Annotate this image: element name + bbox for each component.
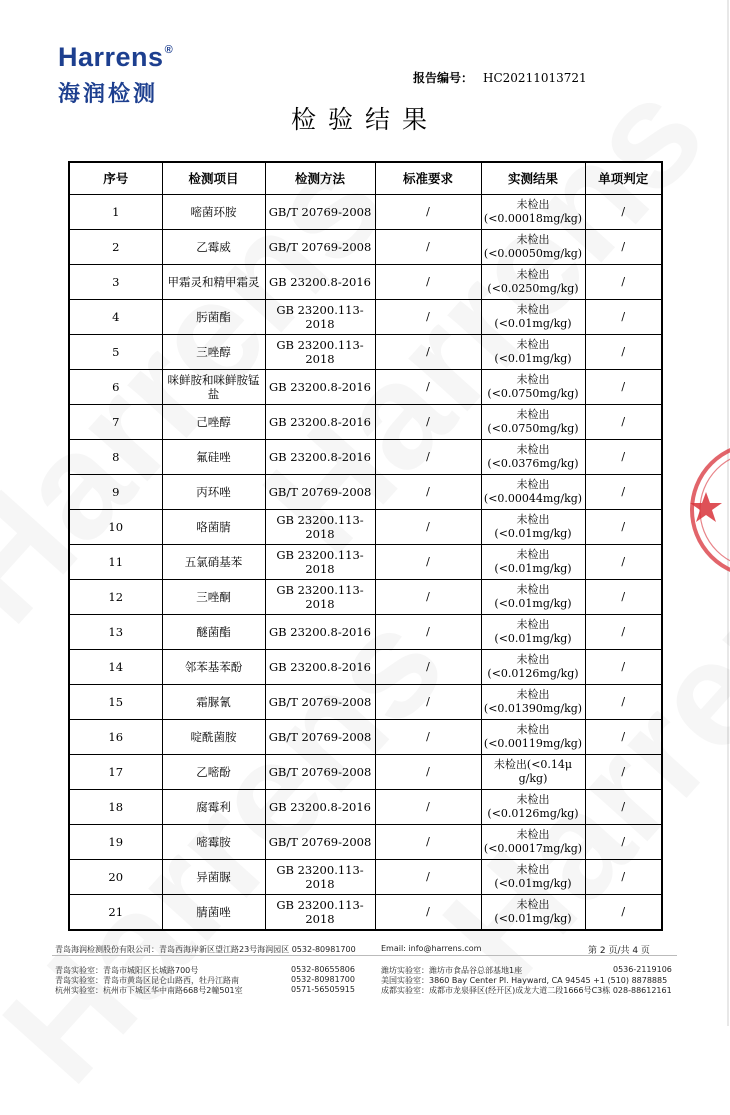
cell-requirement: / [375, 650, 481, 685]
cell-requirement: / [375, 545, 481, 580]
cell-method: GB 23200.113-2018 [265, 895, 375, 931]
cell-method: GB/T 20769-2008 [265, 230, 375, 265]
cell-judgement: / [585, 510, 662, 545]
footer-lab-chengdu: 成都实验室：成都市龙泉驿区(经开区)成龙大道二段1666号C3栋 028-88612161 [381, 986, 672, 995]
cell-no: 5 [69, 335, 162, 370]
result-line-2: (<0.01mg/kg) [494, 317, 572, 330]
result-line-1: 未检出 [516, 863, 550, 876]
result-line-1: 未检出 [516, 828, 550, 841]
cell-requirement: / [375, 860, 481, 895]
cell-item: 邻苯基苯酚 [162, 650, 265, 685]
table-row [69, 405, 662, 440]
table-row [69, 615, 662, 650]
table-row [69, 265, 662, 300]
cell-item: 肟菌酯 [162, 300, 265, 335]
cell-result [481, 790, 585, 825]
result-line-1: 未检出 [516, 898, 550, 911]
cell-requirement: / [375, 895, 481, 931]
cell-no: 7 [69, 405, 162, 440]
table-row [69, 370, 662, 405]
table-row [69, 825, 662, 860]
cell-method: GB 23200.113-2018 [265, 545, 375, 580]
col-header-requirement: 标准要求 [375, 162, 481, 195]
cell-judgement: / [585, 650, 662, 685]
result-line-2: (<0.00119mg/kg) [483, 737, 583, 750]
cell-requirement: / [375, 405, 481, 440]
result-line-1: 未检出 [516, 478, 550, 491]
result-line-2: (<0.0750mg/kg) [487, 387, 579, 400]
table-row [69, 755, 662, 790]
cell-requirement: / [375, 685, 481, 720]
result-line-1: 未检出 [516, 583, 550, 596]
cell-judgement: / [585, 895, 662, 931]
report-number-value: HC20211013721 [483, 71, 587, 85]
col-header-method: 检测方法 [265, 162, 375, 195]
footer-lab-hangzhou-phone: 0571-56505915 [291, 985, 355, 994]
col-header-result: 实测结果 [481, 162, 585, 195]
cell-item: 霜脲氰 [162, 685, 265, 720]
cell-no: 15 [69, 685, 162, 720]
cell-method: GB/T 20769-2008 [265, 195, 375, 230]
cell-no: 6 [69, 370, 162, 405]
cell-method: GB 23200.8-2016 [265, 370, 375, 405]
cell-judgement: / [585, 440, 662, 475]
cell-item: 腐霉利 [162, 790, 265, 825]
table-row [69, 580, 662, 615]
result-line-2: (<0.01mg/kg) [494, 527, 572, 540]
cell-method: GB/T 20769-2008 [265, 685, 375, 720]
cell-result [481, 685, 585, 720]
cell-method: GB 23200.8-2016 [265, 790, 375, 825]
cell-method: GB 23200.113-2018 [265, 860, 375, 895]
cell-judgement: / [585, 195, 662, 230]
cell-requirement: / [375, 825, 481, 860]
table-row [69, 510, 662, 545]
cell-requirement: / [375, 755, 481, 790]
cell-method: GB 23200.113-2018 [265, 510, 375, 545]
inspection-seal [688, 440, 730, 580]
company-logo [58, 42, 173, 73]
cell-result [481, 720, 585, 755]
result-line-1: 未检出 [516, 198, 550, 211]
cell-no: 16 [69, 720, 162, 755]
cell-judgement: / [585, 825, 662, 860]
cell-item: 三唑酮 [162, 580, 265, 615]
cell-result [481, 195, 585, 230]
cell-result [481, 300, 585, 335]
cell-requirement: / [375, 790, 481, 825]
footer-lab-weifang: 潍坊实验室：潍坊市食品谷总部基地1座 [381, 966, 523, 975]
cell-result [481, 335, 585, 370]
result-line-1: 未检出 [516, 233, 550, 246]
cell-no: 8 [69, 440, 162, 475]
cell-method: GB 23200.8-2016 [265, 440, 375, 475]
page-title: 检验结果 [290, 105, 439, 134]
footer-lab-hangzhou: 杭州实验室：杭州市下城区华中南路668号2幢501室 [55, 986, 243, 995]
table-row [69, 545, 662, 580]
cell-result [481, 370, 585, 405]
cell-method: GB 23200.8-2016 [265, 615, 375, 650]
result-line-2: (<0.00050mg/kg) [483, 247, 583, 260]
cell-item: 甲霜灵和精甲霜灵 [162, 265, 265, 300]
cell-judgement: / [585, 405, 662, 440]
cell-no: 20 [69, 860, 162, 895]
cell-item: 咯菌腈 [162, 510, 265, 545]
footer-company: 青岛海润检测股份有限公司：青岛西海岸新区望江路23号海润园区 0532-80981700 [55, 945, 356, 954]
result-line-1: 未检出 [516, 548, 550, 561]
cell-no: 19 [69, 825, 162, 860]
result-line-1: 未检出 [516, 618, 550, 631]
cell-no: 18 [69, 790, 162, 825]
cell-requirement: / [375, 195, 481, 230]
footer-lab-qingdao-1: 青岛实验室：青岛市城阳区长城路700号 [55, 966, 199, 975]
result-line-2: (<0.00017mg/kg) [483, 842, 583, 855]
table-row [69, 475, 662, 510]
cell-judgement: / [585, 615, 662, 650]
cell-no: 3 [69, 265, 162, 300]
cell-no: 2 [69, 230, 162, 265]
result-line-1: 未检出 [516, 408, 550, 421]
cell-judgement: / [585, 545, 662, 580]
cell-no: 1 [69, 195, 162, 230]
cell-judgement: / [585, 790, 662, 825]
result-line-2: (<0.01mg/kg) [494, 912, 572, 925]
cell-requirement: / [375, 615, 481, 650]
cell-method: GB 23200.8-2016 [265, 650, 375, 685]
result-line-2: (<0.0376mg/kg) [487, 457, 579, 470]
report-number [413, 69, 587, 86]
table-row [69, 790, 662, 825]
cell-no: 17 [69, 755, 162, 790]
cell-item: 醚菌酯 [162, 615, 265, 650]
results-table [68, 161, 663, 931]
cell-no: 12 [69, 580, 162, 615]
cell-requirement: / [375, 230, 481, 265]
cell-requirement: / [375, 300, 481, 335]
table-row [69, 685, 662, 720]
cell-item: 异菌脲 [162, 860, 265, 895]
cell-result [481, 860, 585, 895]
footer-lab-weifang-phone: 0536-2119106 [613, 965, 672, 974]
result-line-2: (<0.0126mg/kg) [487, 667, 579, 680]
result-line-2: (<0.0126mg/kg) [487, 807, 579, 820]
cell-item: 五氯硝基苯 [162, 545, 265, 580]
cell-judgement: / [585, 370, 662, 405]
cell-judgement: / [585, 685, 662, 720]
cell-result [481, 510, 585, 545]
result-line-1: 未检出 [516, 653, 550, 666]
report-number-label: 报告编号： [413, 71, 474, 85]
footer-lab-qingdao-2: 青岛实验室：青岛市黄岛区昆仑山路西，牡丹江路南 [55, 976, 239, 985]
cell-requirement: / [375, 720, 481, 755]
footer-email: Email: info@harrens.com [381, 944, 482, 953]
cell-item: 三唑醇 [162, 335, 265, 370]
cell-result [481, 230, 585, 265]
result-line-2: (<0.01mg/kg) [494, 562, 572, 575]
cell-requirement: / [375, 335, 481, 370]
table-row [69, 195, 662, 230]
table-row [69, 440, 662, 475]
cell-judgement: / [585, 265, 662, 300]
footer-lab-usa: 美国实验室：3860 Bay Center Pl. Hayward, CA 94545 +1 (510) 8878885 [381, 976, 668, 985]
result-line-2: (<0.01mg/kg) [494, 597, 572, 610]
cell-item: 嘧霉胺 [162, 825, 265, 860]
table-row [69, 300, 662, 335]
cell-judgement: / [585, 860, 662, 895]
cell-result [481, 475, 585, 510]
cell-result [481, 405, 585, 440]
cell-item: 乙嘧酚 [162, 755, 265, 790]
cell-no: 13 [69, 615, 162, 650]
cell-method: GB/T 20769-2008 [265, 755, 375, 790]
cell-no: 10 [69, 510, 162, 545]
cell-result [481, 615, 585, 650]
cell-requirement: / [375, 580, 481, 615]
cell-method: GB 23200.113-2018 [265, 300, 375, 335]
result-line-1: 未检出 [516, 723, 550, 736]
cell-item: 腈菌唑 [162, 895, 265, 931]
cell-method: GB 23200.8-2016 [265, 265, 375, 300]
result-line-2: g/kg) [518, 772, 548, 785]
cell-result [481, 650, 585, 685]
result-line-1: 未检出 [516, 513, 550, 526]
cell-item: 啶酰菌胺 [162, 720, 265, 755]
registered-mark: ® [164, 44, 174, 56]
cell-judgement: / [585, 755, 662, 790]
cell-judgement: / [585, 720, 662, 755]
cell-judgement: / [585, 475, 662, 510]
result-line-1: 未检出 [516, 688, 550, 701]
cell-method: GB 23200.113-2018 [265, 335, 375, 370]
result-line-2: (<0.0750mg/kg) [487, 422, 579, 435]
result-line-2: (<0.00018mg/kg) [483, 212, 583, 225]
footer-lab-qingdao-2-phone: 0532-80981700 [291, 975, 355, 984]
cell-item: 嘧菌环胺 [162, 195, 265, 230]
cell-result [481, 580, 585, 615]
cell-no: 9 [69, 475, 162, 510]
cell-method: GB/T 20769-2008 [265, 825, 375, 860]
result-line-2: (<0.0250mg/kg) [487, 282, 579, 295]
result-line-1: 未检出 [516, 443, 550, 456]
cell-method: GB 23200.8-2016 [265, 405, 375, 440]
cell-no: 11 [69, 545, 162, 580]
cell-judgement: / [585, 230, 662, 265]
result-line-1: 未检出 [516, 373, 550, 386]
result-line-2: (<0.01mg/kg) [494, 352, 572, 365]
table-row [69, 720, 662, 755]
table-row [69, 335, 662, 370]
result-line-2: (<0.00044mg/kg) [483, 492, 583, 505]
cell-method: GB 23200.113-2018 [265, 580, 375, 615]
cell-item: 氟硅唑 [162, 440, 265, 475]
cell-judgement: / [585, 335, 662, 370]
table-row [69, 860, 662, 895]
cell-requirement: / [375, 265, 481, 300]
cell-item: 乙霉威 [162, 230, 265, 265]
result-line-1: 未检出(<0.14μ [493, 758, 573, 771]
result-line-2: (<0.01mg/kg) [494, 632, 572, 645]
footer-lab-qingdao-1-phone: 0532-80655806 [291, 965, 355, 974]
col-header-judgement: 单项判定 [585, 162, 662, 195]
cell-method: GB/T 20769-2008 [265, 475, 375, 510]
cell-requirement: / [375, 475, 481, 510]
cell-item: 己唑醇 [162, 405, 265, 440]
result-line-2: (<0.01mg/kg) [494, 877, 572, 890]
cell-result [481, 265, 585, 300]
result-line-1: 未检出 [516, 793, 550, 806]
cell-judgement: / [585, 580, 662, 615]
cell-requirement: / [375, 440, 481, 475]
table-row [69, 230, 662, 265]
table-row [69, 895, 662, 931]
cell-result [481, 755, 585, 790]
logo-chinese: 海润检测 [58, 82, 159, 107]
cell-no: 4 [69, 300, 162, 335]
cell-requirement: / [375, 370, 481, 405]
cell-item: 咪鲜胺和咪鲜胺锰盐 [162, 370, 265, 405]
cell-result [481, 440, 585, 475]
col-header-no: 序号 [69, 162, 162, 195]
cell-result [481, 895, 585, 931]
cell-no: 14 [69, 650, 162, 685]
result-line-1: 未检出 [516, 268, 550, 281]
result-line-1: 未检出 [516, 338, 550, 351]
cell-no: 21 [69, 895, 162, 931]
table-row [69, 650, 662, 685]
cell-requirement: / [375, 510, 481, 545]
logo-text: Harrens [58, 42, 164, 72]
cell-method: GB/T 20769-2008 [265, 720, 375, 755]
result-line-1: 未检出 [516, 303, 550, 316]
cell-result [481, 545, 585, 580]
table-header-row [69, 162, 662, 195]
cell-result [481, 825, 585, 860]
page-number: 第 2 页/共 4 页 [588, 946, 650, 956]
cell-judgement: / [585, 300, 662, 335]
footer-divider [52, 955, 677, 956]
col-header-item: 检测项目 [162, 162, 265, 195]
cell-item: 丙环唑 [162, 475, 265, 510]
result-line-2: (<0.01390mg/kg) [483, 702, 583, 715]
